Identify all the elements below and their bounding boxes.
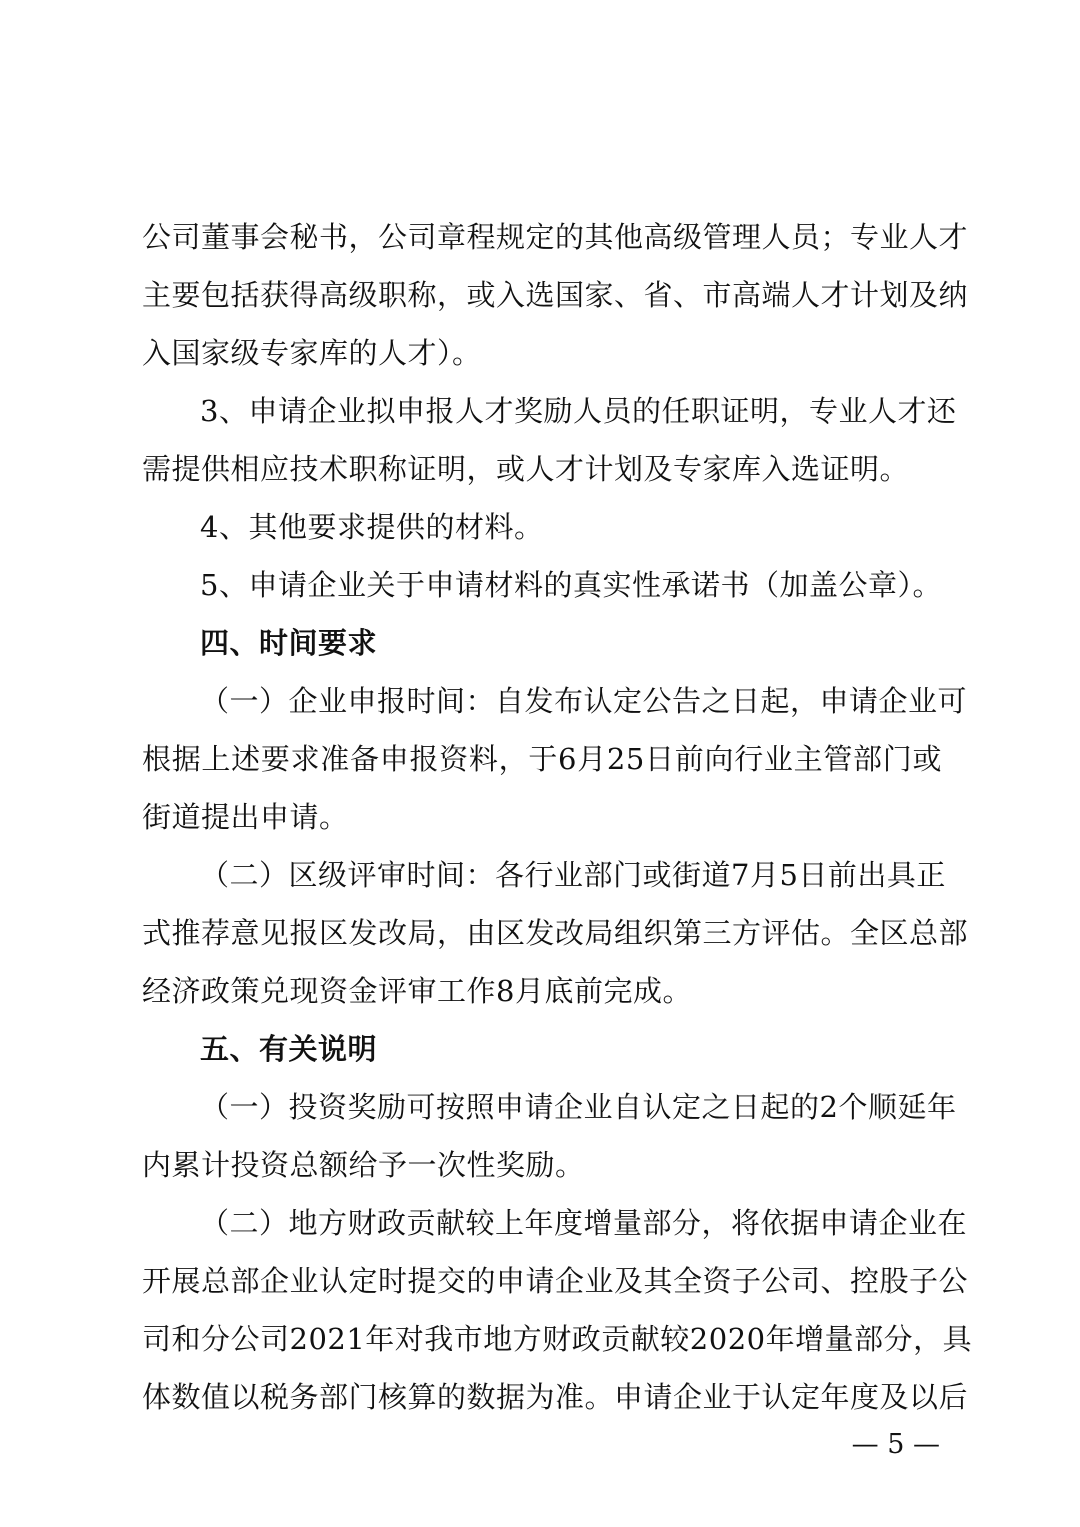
- body-text-line: 主要包括获得高级职称，或入选国家、省、市高端人才计划及纳: [142, 278, 969, 312]
- page-number: — 5 —: [851, 1429, 940, 1460]
- document-body: [142, 208, 973, 1426]
- paragraph-fiscal-contribution: （二）地方财政贡献较上年度增量部分，将依据申请企业在: [200, 1206, 968, 1240]
- body-text-line: 司和分公司2021年对我市地方财政贡献较2020年增量部分，具: [142, 1322, 973, 1356]
- body-text-line: 式推荐意见报区发改局，由区发改局组织第三方评估。全区总部: [142, 916, 969, 950]
- list-item-3: 3、申请企业拟申报人才奖励人员的任职证明，专业人才还: [200, 394, 957, 428]
- body-text-line: 开展总部企业认定时提交的申请企业及其全资子公司、控股子公: [142, 1264, 969, 1298]
- body-text-line: 经济政策兑现资金评审工作8月底前完成。: [142, 974, 692, 1008]
- body-text-line: 内累计投资总额给予一次性奖励。: [142, 1148, 585, 1182]
- paragraph-investment-reward: （一）投资奖励可按照申请企业自认定之日起的2个顺延年: [200, 1090, 957, 1124]
- body-text-line: 公司董事会秘书，公司章程规定的其他高级管理人员；专业人才: [142, 220, 969, 254]
- list-item-4: 4、其他要求提供的材料。: [200, 510, 544, 544]
- section-heading-time-requirements: 四、时间要求: [200, 626, 378, 660]
- body-text-line: 需提供相应技术职称证明，或人才计划及专家库入选证明。: [142, 452, 910, 486]
- body-text-line: 体数值以税务部门核算的数据为准。申请企业于认定年度及以后: [142, 1380, 969, 1414]
- section-heading-notes: 五、有关说明: [200, 1032, 378, 1066]
- body-text-line: 入国家级专家库的人才）。: [142, 336, 482, 370]
- body-text-line: 街道提出申请。: [142, 800, 349, 834]
- paragraph-enterprise-application-time: （一）企业申报时间：自发布认定公告之日起，申请企业可: [200, 684, 968, 718]
- body-text-line: 根据上述要求准备申报资料，于6月25日前向行业主管部门或: [142, 742, 942, 776]
- paragraph-district-review-time: （二）区级评审时间：各行业部门或街道7月5日前出具正: [200, 858, 946, 892]
- list-item-5: 5、申请企业关于申请材料的真实性承诺书（加盖公章）。: [200, 568, 942, 602]
